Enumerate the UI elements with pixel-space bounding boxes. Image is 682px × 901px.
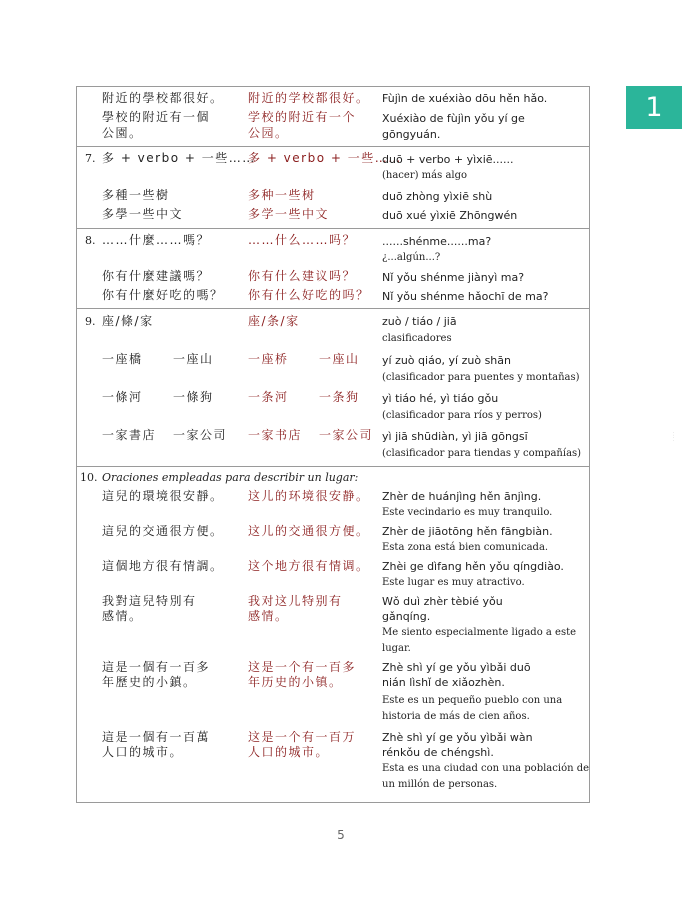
traditional-text: 這兒的環境很安靜。	[102, 489, 224, 503]
traditional-text: 人口的城市。	[102, 745, 184, 759]
simplified-text: 这是一个有一百多	[248, 660, 357, 674]
simplified-text: 年历史的小镇。	[248, 675, 343, 689]
spanish-text: (clasificador para tiendas y compañías)	[382, 448, 582, 459]
simplified-text: 一座山	[319, 352, 360, 366]
pinyin-text: Zhè shì yí ge yǒu yìbǎi duō	[382, 661, 531, 674]
traditional-text: 一座橋	[102, 352, 143, 366]
traditional-text: 我對這兒特別有	[102, 594, 197, 608]
section-header-spanish: clasificadores	[382, 333, 452, 344]
row-divider	[76, 308, 590, 309]
pinyin-text: rénkǒu de chéngshì.	[382, 746, 494, 759]
section-number: 7.	[85, 152, 96, 165]
pinyin-text: yì tiáo hé, yì tiáo gǒu	[382, 392, 499, 405]
pinyin-text: gǎnqíng.	[382, 610, 431, 623]
traditional-text: 你有什麼建議嗎？	[102, 269, 211, 283]
spanish-text: Me siento especialmente ligado a este	[382, 627, 577, 638]
simplified-text: 你有什么建议吗？	[248, 269, 357, 283]
pinyin-text: Nǐ yǒu shénme jiànyì ma?	[382, 271, 525, 284]
section-header-traditional: 多 + verbo + 一些……	[102, 151, 256, 165]
section-header-simplified: ……什么……吗？	[248, 233, 357, 247]
spanish-text: un millón de personas.	[382, 779, 498, 790]
simplified-text: 这儿的环境很安静。	[248, 489, 370, 503]
simplified-text: 附近的学校都很好。	[248, 91, 370, 105]
pinyin-text: nián lìshǐ de xiǎozhèn.	[382, 676, 505, 689]
section-header-pinyin: zuò / tiáo / jiā	[382, 315, 457, 328]
spanish-text: lugar.	[382, 643, 411, 654]
traditional-text: 多種一些樹	[102, 188, 170, 202]
spanish-text: historia de más de cien años.	[382, 711, 530, 722]
simplified-text: 这是一个有一百万	[248, 730, 357, 744]
row-divider	[76, 466, 590, 467]
pinyin-text: Zhèr de huánjìng hěn ānjìng.	[382, 490, 542, 503]
pinyin-text: Zhèi ge dìfang hěn yǒu qíngdiào.	[382, 560, 564, 573]
spanish-text: Este es un pequeño pueblo con una	[382, 695, 563, 706]
spanish-text: Esta zona está bien comunicada.	[382, 542, 549, 553]
traditional-text: 感情。	[102, 609, 143, 623]
traditional-text: 這兒的交通很方便。	[102, 524, 224, 538]
pinyin-text: duō xué yìxiē Zhōngwén	[382, 209, 518, 222]
traditional-text: 這個地方很有情調。	[102, 559, 224, 573]
section-header-spanish: (hacer) más algo	[382, 170, 468, 181]
simplified-text: 这个地方很有情调。	[248, 559, 370, 573]
section-header-simplified: 多 + verbo + 一些……	[248, 151, 402, 165]
section-header-traditional: ……什麼……嗎？	[102, 233, 211, 247]
traditional-text: 多學一些中文	[102, 207, 184, 221]
simplified-text: 多种一些树	[248, 188, 316, 202]
simplified-text: 公园。	[248, 126, 289, 140]
simplified-text: 一家书店	[248, 428, 303, 442]
spanish-text: (clasificador para puentes y montañas)	[382, 372, 580, 383]
traditional-text: 一條狗	[173, 390, 214, 404]
pinyin-text: Wǒ duì zhèr tèbié yǒu	[382, 595, 503, 608]
simplified-text: 一条狗	[319, 390, 360, 404]
chapter-tab: 1	[626, 86, 682, 129]
simplified-text: 学校的附近有一个	[248, 110, 357, 124]
row-divider	[76, 146, 590, 147]
traditional-text: 這是一個有一百萬	[102, 730, 211, 744]
simplified-text: 感情。	[248, 609, 289, 623]
section-header-traditional: 座/條/家	[102, 314, 154, 328]
section-header-pinyin: ......shénme......ma?	[382, 235, 492, 248]
pinyin-text: yí zuò qiáo, yí zuò shān	[382, 354, 511, 367]
traditional-text: 年歷史的小鎮。	[102, 675, 197, 689]
pinyin-text: Zhèr de jiāotōng hěn fāngbiàn.	[382, 525, 553, 538]
pinyin-text: yì jiā shūdiàn, yì jiā gōngsī	[382, 430, 528, 443]
traditional-text: 公園。	[102, 126, 143, 140]
pinyin-text: Nǐ yǒu shénme hǎochī de ma?	[382, 290, 549, 303]
section-header-pinyin: duō + verbo + yìxiē......	[382, 153, 514, 166]
simplified-text: 这儿的交通很方便。	[248, 524, 370, 538]
pinyin-text: Xuéxiào de fùjìn yǒu yí ge	[382, 112, 525, 125]
simplified-text: 一座桥	[248, 352, 289, 366]
pinyin-text: duō zhòng yìxiē shù	[382, 190, 493, 203]
section-header-spanish: ¿...algún...?	[382, 252, 441, 263]
simplified-text: 我对这儿特别有	[248, 594, 343, 608]
traditional-text: 一家書店	[102, 428, 157, 442]
traditional-text: 學校的附近有一個	[102, 110, 211, 124]
pinyin-text: gōngyuán.	[382, 128, 441, 141]
simplified-text: 人口的城市。	[248, 745, 330, 759]
traditional-text: 你有什麼好吃的嗎？	[102, 288, 224, 302]
traditional-text: 一座山	[173, 352, 214, 366]
spanish-text: Este vecindario es muy tranquilo.	[382, 507, 553, 518]
section-number: 10.	[80, 471, 98, 484]
traditional-text: 附近的學校都很好。	[102, 91, 224, 105]
pinyin-text: Fùjìn de xuéxiào dōu hěn hǎo.	[382, 92, 548, 105]
simplified-text: 一条河	[248, 390, 289, 404]
simplified-text: 一家公司	[319, 428, 374, 442]
section-header-simplified: 座/条/家	[248, 314, 300, 328]
traditional-text: 這是一個有一百多	[102, 660, 211, 674]
spanish-text: Este lugar es muy atractivo.	[382, 577, 525, 588]
simplified-text: 多学一些中文	[248, 207, 330, 221]
traditional-text: 一家公司	[173, 428, 228, 442]
pinyin-text: Zhè shì yí ge yǒu yìbǎi wàn	[382, 731, 533, 744]
traditional-text: 一條河	[102, 390, 143, 404]
section-title: Oraciones empleadas para describir un lugar:	[102, 471, 359, 484]
simplified-text: 你有什么好吃的吗？	[248, 288, 370, 302]
side-mark: · · · ·	[671, 432, 676, 441]
row-divider	[76, 228, 590, 229]
section-number: 8.	[85, 234, 96, 247]
spanish-text: (clasificador para ríos y perros)	[382, 410, 542, 421]
spanish-text: Esta es una ciudad con una población de	[382, 763, 590, 774]
section-number: 9.	[85, 315, 96, 328]
page-number: 5	[337, 828, 345, 842]
